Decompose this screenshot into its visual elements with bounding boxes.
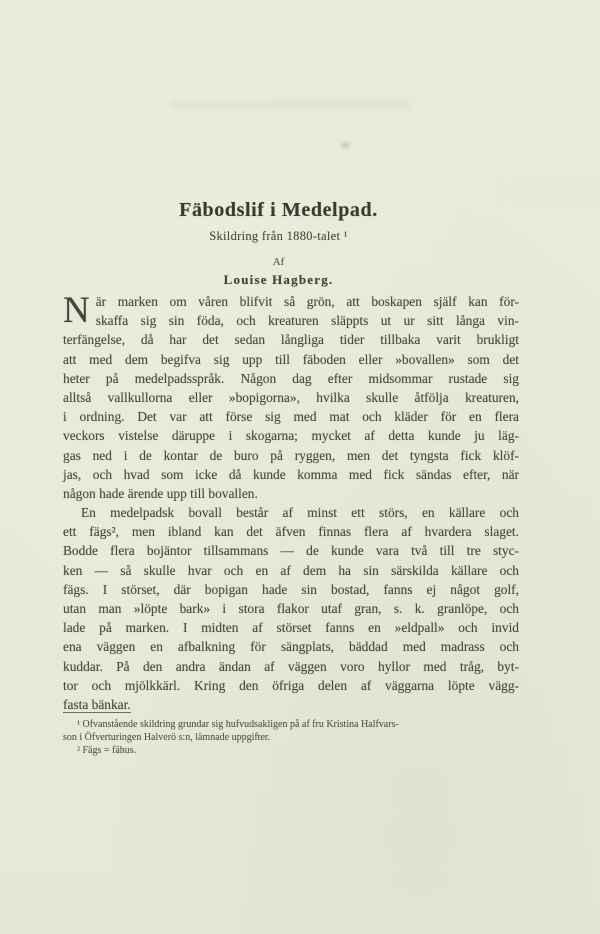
footnotes [63,712,519,757]
page-subtitle: Skildring från 1880-talet ¹ [209,229,348,243]
footnote-1-line-1: ¹ Ofvanstående skildring grundar sig hufvudsakligen på af fru Kristina Halfvars- [77,719,399,730]
byline-label: Af [272,256,285,268]
paragraph-1 [63,292,519,503]
body-text [63,292,519,714]
text-line: En medelpadsk bovall består af minst ett störs, en källare och [81,505,519,521]
scan-artifact-speck [341,142,350,148]
text-line: ken — så skulle hvar och en af dem ha sin särskilda källare och [63,562,519,578]
text-line: ett fägs², men ibland kan det äfven finnas flera af hvardera slaget. [63,524,519,540]
text-line: i ordning. Det var att förse sig med mat och kläder för en flera [63,409,519,425]
paragraph-2 [63,503,519,714]
text-line: skaffa sig sin föda, och kreaturen släppts ut ur sitt långa vin- [95,313,519,329]
page-header [51,199,506,288]
text-line: alltså vallkullorna eller »bopigorna», hvilka skulle åtfölja kreaturen, [63,389,519,405]
author-name: Louise Hagberg. [223,272,334,287]
page-title: Fäbodslif i Medelpad. [179,199,378,221]
text-line: kuddar. På den andra ändan af väggen voro hyllor med tråg, byt- [63,658,519,674]
text-line: tor och mjölkkärl. Kring den öfriga delen af väggarna löpte vägg- [63,677,519,693]
footnote-1-line-2: son i Öfverturingen Halverö s:n, lämnade uppgifter. [63,732,271,743]
text-line: Bodde flera bojäntor tillsammans — de kunde vara två till tre styc- [63,543,519,559]
text-line: att med dem begifva sig upp till fäboden eller »bovallen» som det [63,351,519,367]
footnote-rule [63,712,131,713]
text-line: fägs. I störset, där bopigan hade sin bostad, fanns ej något golf, [63,581,519,597]
text-line: fasta bänkar. [63,696,131,712]
text-line: lade på marken. I midten af störset fanns en »eldpall» och invid [63,620,519,636]
text-line: någon hade ärende upp till bovallen. [63,485,258,501]
text-line: ena väggen en afbalkning för sängplats, bäddad med madrass och [63,639,519,655]
text-line: heter på medelpadsspråk. Någon dag efter midsommar rustade sig [63,370,519,386]
text-line: veckors vistelse däruppe i skogarna; mycket af detta kunde ju läg- [63,428,519,444]
text-line: jas, och hvad som icke då kunde komma med fick sändas efter, när [63,466,519,482]
text-line: terfängelse, då har det sedan långliga tider tillbaka varit brukligt [63,332,519,348]
text-line: är marken om våren blifvit så grön, att boskapen själf kan för- [95,294,519,309]
drop-cap: N [63,290,90,331]
text-line: gas ned i de kontar de buro på ryggen, men det tyngsta fick klöf- [63,447,519,463]
text-line: utan man »löpte bark» i stora flakor utaf gran, s. k. granlöpe, och [63,601,519,616]
scan-artifact-bleedthrough [170,100,410,109]
footnote-2: ² Fägs = fähus. [77,745,137,756]
